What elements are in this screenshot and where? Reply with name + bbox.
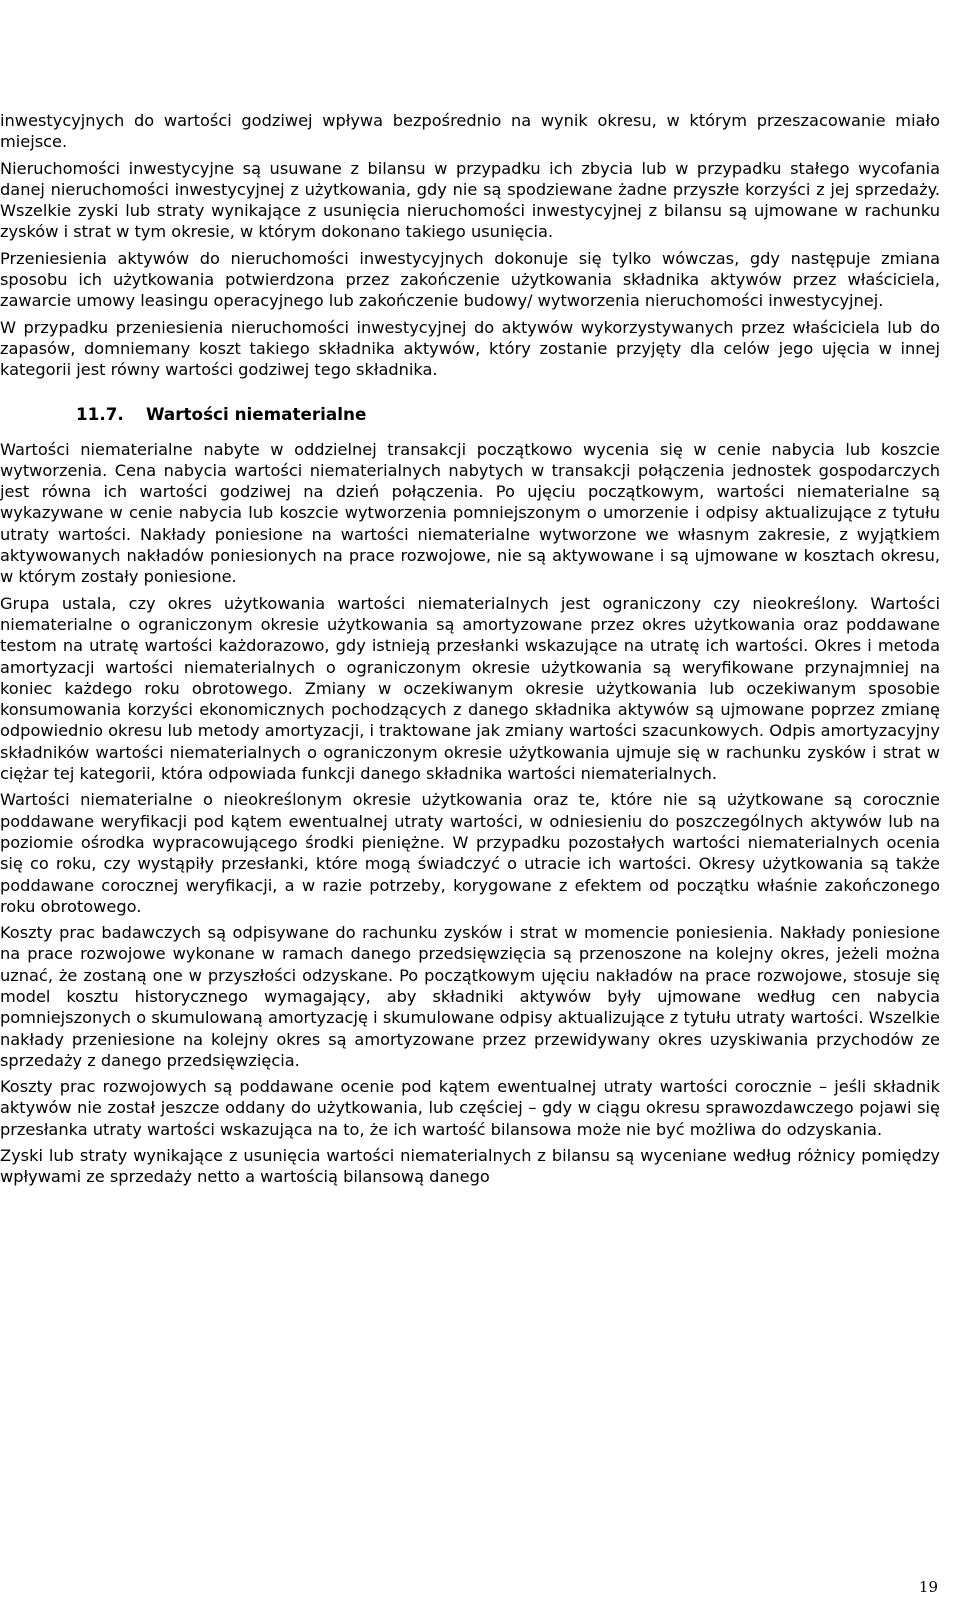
paragraph: Zyski lub straty wynikające z usunięcia wartości niematerialnych z bilansu są wyceniane według różnicy pomiędzy wpływami ze sprzedaży netto a wartością bilansową danego	[0, 1146, 940, 1187]
document-body	[0, 110, 940, 1193]
paragraph: Grupa ustala, czy okres użytkowania wartości niematerialnych jest ograniczony czy nieokreślony. Wartości niematerialne o ograniczonym okresie użytkowania są amortyzowane przez okres użytkowania oraz poddawane testom na utratę wartości każdorazowo, gdy istnieją przesłanki wskazujące na utratę ich wartości. Okres i metoda amortyzacji wartości niematerialnych o ograniczonym okresie użytkowania są weryfikowane przynajmniej na koniec każdego roku obrotowego. Zmiany w oczekiwanym okresie użytkowania lub oczekiwanym sposobie konsumowania korzyści ekonomicznych pochodzących z danego składnika aktywów są ujmowane poprzez zmianę odpowiednio okresu lub metody amortyzacji, i traktowane jak zmiany wartości szacunkowych. Odpis amortyzacyjny składników wartości niematerialnych o ograniczonym okresie użytkowania ujmuje się w rachunku zysków i strat w ciężar tej kategorii, która odpowiada funkcji danego składnika wartości niematerialnych.	[0, 593, 940, 784]
paragraph: Przeniesienia aktywów do nieruchomości inwestycyjnych dokonuje się tylko wówczas, gdy następuje zmiana sposobu ich użytkowania potwierdzona przez zakończenie użytkowania składnika aktywów przez właściciela, zawarcie umowy leasingu operacyjnego lub zakończenie budowy/ wytworzenia nieruchomości inwestycyjnej.	[0, 248, 940, 311]
paragraph: W przypadku przeniesienia nieruchomości inwestycyjnej do aktywów wykorzystywanych przez właściciela lub do zapasów, domniemany koszt takiego składnika aktywów, który zostanie przyjęty dla celów jego ujęcia w innej kategorii jest równy wartości godziwej tego składnika.	[0, 317, 940, 380]
paragraph: Koszty prac badawczych są odpisywane do rachunku zysków i strat w momencie poniesienia. Nakłady poniesione na prace rozwojowe wykonane w ramach danego przedsięwzięcia są przenoszone na kolejny okres, jeżeli można uznać, że zostaną one w przyszłości odzyskane. Po początkowym ujęciu nakładów na prace rozwojowe, stosuje się model kosztu historycznego wymagający, aby składniki aktywów były ujmowane według cen nabycia pomniejszonych o skumulowaną amortyzację i skumulowane odpisy aktualizujące z tytułu utraty wartości. Wszelkie nakłady przeniesione na kolejny okres są amortyzowane przez przewidywany okres uzyskiwania przychodów ze sprzedaży z danego przedsięwzięcia.	[0, 923, 940, 1070]
page-number: 19	[918, 1578, 938, 1596]
paragraph: Koszty prac rozwojowych są poddawane ocenie pod kątem ewentualnej utraty wartości corocznie – jeśli składnik aktywów nie został jeszcze oddany do użytkowania, lub częściej – gdy w ciągu okresu sprawozdawczego pojawi się przesłanka utraty wartości wskazująca na to, że ich wartość bilansowa może nie być możliwa do odzyskania.	[0, 1077, 940, 1139]
header-section: Dodatkowe informacje i objaśnienia	[341, 43, 619, 61]
header-report-title: Skonsolidowane sprawozdanie finansowe za rok zakończony dnia 31 grudnia 2012 roku	[140, 22, 820, 40]
section-heading	[0, 403, 940, 425]
section-number: 11.7.	[76, 403, 124, 424]
paragraph: Wartości niematerialne o nieokreślonym okresie użytkowania oraz te, które nie są użytkowane są corocznie poddawane weryfikacji pod kątem ewentualnej utraty wartości, w odniesieniu do poszczególnych aktywów lub na poziomie ośrodka wypracowującego środki pieniężne. W przypadku pozostałych wartości niematerialnych ocenia się co roku, czy wystąpiły przesłanki, które mogą świadczyć o utracie ich wartości. Okresy użytkowania są także poddawane corocznej weryfikacji, a w razie potrzeby, korygowane z efektem od początku właśnie zakończonego roku obrotowego.	[0, 790, 940, 916]
header-company: Grupa Kapitałowa TelForceOne	[360, 1, 600, 19]
header-units: (w tys. złotych)	[420, 64, 540, 82]
section-title: Wartości niematerialne	[146, 403, 367, 424]
page-header	[0, 0, 960, 84]
paragraph: Wartości niematerialne nabyte w oddzielnej transakcji początkowo wycenia się w cenie nabycia lub koszcie wytworzenia. Cena nabycia wartości niematerialnych nabytych w transakcji połączenia jednostek gospodarczych jest równa ich wartości godziwej na dzień połączenia. Po ujęciu początkowym, wartości niematerialne są wykazywane w cenie nabycia lub koszcie wytworzenia pomniejszonym o umorzenie i odpisy aktualizujące z tytułu utraty wartości. Nakłady poniesione na wartości niematerialne wytworzone we własnym zakresie, z wyjątkiem aktywowanych nakładów poniesionych na prace rozwojowe, nie są aktywowane i są ujmowane w kosztach okresu, w którym zostały poniesione.	[0, 439, 940, 587]
paragraph: inwestycyjnych do wartości godziwej wpływa bezpośrednio na wynik okresu, w którym przeszacowanie miało miejsce.	[0, 111, 940, 152]
paragraph: Nieruchomości inwestycyjne są usuwane z bilansu w przypadku ich zbycia lub w przypadku stałego wycofania danej nieruchomości inwestycyjnej z użytkowania, gdy nie są spodziewane żadne przyszłe korzyści z jej sprzedaży. Wszelkie zyski lub straty wynikające z usunięcia nieruchomości inwestycyjnej z bilansu są ujmowane w rachunku zysków i strat w tym okresie, w którym dokonano takiego usunięcia.	[0, 158, 940, 242]
